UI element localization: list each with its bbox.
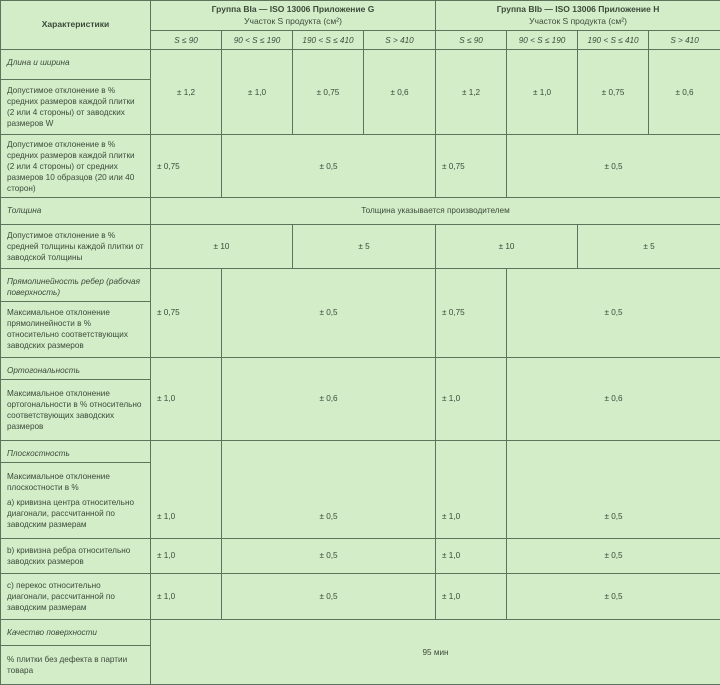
range-b-4: S > 410 <box>649 31 720 50</box>
range-b-2: 90 < S ≤ 190 <box>507 31 578 50</box>
row-label-straight: Максимальное отклонение прямолинейности в % относительно соответствующих заводских размеров <box>1 302 151 357</box>
header-characteristics: Характеристики <box>1 1 151 50</box>
flat-a-a-rest: ± 0,5 <box>222 441 436 539</box>
section-flatness: Плоскостность <box>1 441 151 463</box>
flat-b-a-first: ± 1,0 <box>151 538 222 573</box>
section-orthogonality: Ортогональность <box>1 357 151 379</box>
row-label-flat-a <box>1 463 151 539</box>
dev-10-a-first: ± 0,75 <box>151 134 222 197</box>
group-b-area-label: Участок S продукта (см²) <box>529 15 627 26</box>
dev-w-a-4: ± 0,6 <box>364 50 436 135</box>
section-thickness: Толщина <box>1 198 151 224</box>
flat-b-b-first: ± 1,0 <box>436 538 507 573</box>
range-b-3: 190 < S ≤ 410 <box>578 31 649 50</box>
range-b-1: S ≤ 90 <box>436 31 507 50</box>
section-length-width: Длина и ширина <box>1 50 151 79</box>
flat-a-b-rest: ± 0,5 <box>507 441 720 539</box>
dev-w-b-4: ± 0,6 <box>649 50 720 135</box>
flat-a-a-first: ± 1,0 <box>151 441 222 539</box>
section-straightness: Прямолинейность ребер (рабочая поверхность) <box>1 268 151 301</box>
row-label-flat-b: b) кривизна ребра относительно заводских размеров <box>1 538 151 573</box>
flat-c-b-first: ± 1,0 <box>436 574 507 620</box>
thick-dev-b-rest: ± 5 <box>578 224 720 268</box>
group-a-title: Группа BIa — ISO 13006 Приложение G <box>211 4 375 15</box>
row-label-dev-w: Допустимое отклонение в % средних размеров каждой плитки (2 или 4 стороны) от заводских размеров W <box>1 79 151 134</box>
dev-w-a-3: ± 0,75 <box>293 50 364 135</box>
row-label-ortho: Максимальное отклонение ортогональности в % относительно соответствующих заводских размеров <box>1 379 151 440</box>
group-b-title: Группа BIb — ISO 13006 Приложение H <box>496 4 660 15</box>
flat-b-a-rest: ± 0,5 <box>222 538 436 573</box>
flat-a-b-first: ± 1,0 <box>436 441 507 539</box>
range-a-2: 90 < S ≤ 190 <box>222 31 293 50</box>
flat-c-a-rest: ± 0,5 <box>222 574 436 620</box>
thick-dev-b-first: ± 10 <box>436 224 578 268</box>
dev-w-a-1: ± 1,2 <box>151 50 222 135</box>
straight-a-rest: ± 0,5 <box>222 268 436 357</box>
range-a-1: S ≤ 90 <box>151 31 222 50</box>
thick-dev-a-first: ± 10 <box>151 224 293 268</box>
dev-10-b-rest: ± 0,5 <box>507 134 720 197</box>
ortho-a-first: ± 1,0 <box>151 357 222 441</box>
range-a-3: 190 < S ≤ 410 <box>293 31 364 50</box>
dev-10-a-rest: ± 0,5 <box>222 134 436 197</box>
straight-a-first: ± 0,75 <box>151 268 222 357</box>
group-a-area-label: Участок S продукта (см²) <box>244 15 342 26</box>
row-label-thick-dev: Допустимое отклонение в % средней толщины каждой плитки от заводской толщины <box>1 224 151 268</box>
flat-b-b-rest: ± 0,5 <box>507 538 720 573</box>
row-label-dev-10: Допустимое отклонение в % средних размеров каждой плитки (2 или 4 стороны) от средних размеров 10 образцов (20 или 40 сторон) <box>1 134 151 197</box>
row-label-flat-c: c) перекос относительно диагонали, рассчитанной по заводским размерам <box>1 574 151 620</box>
dev-w-b-3: ± 0,75 <box>578 50 649 135</box>
straight-b-first: ± 0,75 <box>436 268 507 357</box>
header-group-b <box>436 1 720 31</box>
row-label-surface: % плитки без дефекта в партии товара <box>1 645 151 684</box>
flat-c-b-rest: ± 0,5 <box>507 574 720 620</box>
thick-dev-a-rest: ± 5 <box>293 224 436 268</box>
dev-w-a-2: ± 1,0 <box>222 50 293 135</box>
dev-10-b-first: ± 0,75 <box>436 134 507 197</box>
section-surface: Качество поверхности <box>1 620 151 645</box>
thickness-note: Толщина указывается производителем <box>151 198 720 224</box>
range-a-4: S > 410 <box>364 31 436 50</box>
dev-w-b-2: ± 1,0 <box>507 50 578 135</box>
surface-quality-value: 95 мин <box>151 620 720 685</box>
straight-b-rest: ± 0,5 <box>507 268 720 357</box>
header-group-a <box>151 1 436 31</box>
flat-c-a-first: ± 1,0 <box>151 574 222 620</box>
flat-a-label-1: Максимальное отклонение плоскостности в % <box>7 472 110 493</box>
ortho-a-rest: ± 0,6 <box>222 357 436 441</box>
flat-a-label-2: a) кривизна центра относительно диагонали, рассчитанной по заводским размерам <box>7 497 135 529</box>
dev-w-b-1: ± 1,2 <box>436 50 507 135</box>
ortho-b-first: ± 1,0 <box>436 357 507 441</box>
ortho-b-rest: ± 0,6 <box>507 357 720 441</box>
